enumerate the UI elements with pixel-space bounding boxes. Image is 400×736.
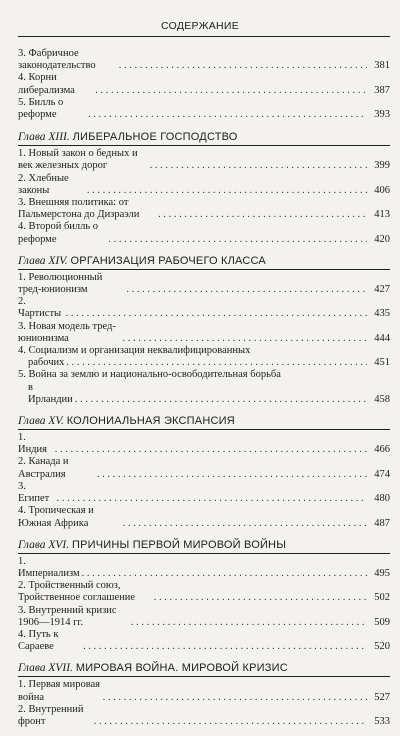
toc-entry <box>18 679 390 703</box>
toc-entry <box>18 629 390 653</box>
toc-entry <box>18 580 390 604</box>
leader-dots <box>97 469 367 481</box>
chapter-label: Глава XVII. <box>18 662 73 675</box>
toc-entry-title: 5. Билль о реформе <box>18 96 64 121</box>
toc-entry-title: 1. Первая мировая война <box>18 679 101 703</box>
toc-entry-title: 3. Египет <box>18 480 50 505</box>
toc-entry-title: 3. Внешняя политика: от Пальмерстона до Дизраэли <box>18 197 140 221</box>
toc-entry-title: 4. Корни либерализма <box>18 72 75 96</box>
toc-entry-page: 420 <box>374 233 390 245</box>
toc-entry-title: 4. Второй билль о реформе <box>18 221 99 245</box>
toc-entry-page: 444 <box>374 332 390 344</box>
chapter-name: ЛИБЕРАЛЬНОЕ ГОСПОДСТВО <box>72 131 238 144</box>
chapter-section <box>18 661 390 728</box>
toc-entry-title: 1. Индия <box>18 432 47 456</box>
chapter-section <box>18 414 390 530</box>
leader-dots <box>126 284 367 296</box>
toc-entry-page: 451 <box>374 357 390 369</box>
toc-entry <box>18 456 390 480</box>
toc-entry <box>18 605 390 629</box>
page-title: СОДЕРЖАНИЕ <box>160 20 240 32</box>
chapter-name: ПРИЧИНЫ ПЕРВОЙ МИРОВОЙ ВОЙНЫ <box>72 538 287 551</box>
leader-dots <box>108 234 367 246</box>
toc-entry-title-cont: в Ирландии <box>28 381 73 405</box>
leader-dots <box>83 641 367 653</box>
toc-entry-page: 393 <box>374 109 390 121</box>
toc-entry-page: 427 <box>374 284 390 296</box>
leader-dots <box>55 444 367 456</box>
toc-entry-page: 399 <box>374 160 390 172</box>
toc-entry <box>18 197 390 221</box>
toc-entry-page: 487 <box>374 517 390 529</box>
toc-entry-title: 4. Социализм и организация неквалифицированных <box>18 345 251 357</box>
chapter-label: Глава XIV. <box>18 254 68 267</box>
toc-entry-title: 5. Война за землю и национально-освободительная борьба <box>18 369 281 381</box>
toc-entry-page: 474 <box>374 468 390 480</box>
toc-entry-title: 3. Новая модель тред-юнионизма <box>18 320 116 344</box>
leader-dots <box>75 394 367 406</box>
toc-entry-page: 406 <box>374 184 390 196</box>
toc-entry-page: 458 <box>374 393 390 405</box>
table-of-contents <box>18 48 390 736</box>
chapter-section <box>18 538 390 654</box>
leader-dots <box>154 592 367 604</box>
toc-entry-page: 495 <box>374 567 390 579</box>
chapter-label: Глава XV. <box>18 415 64 428</box>
toc-entry-page: 413 <box>374 209 390 221</box>
leader-dots <box>66 357 367 369</box>
toc-entry <box>18 321 390 345</box>
toc-entry <box>18 97 390 121</box>
leader-dots <box>94 716 367 728</box>
leader-dots <box>57 493 367 505</box>
toc-entry <box>18 345 390 369</box>
leader-dots <box>95 85 367 97</box>
chapter-heading <box>18 538 390 554</box>
leader-dots <box>66 308 367 320</box>
top-section <box>18 48 390 121</box>
toc-entry-page: 466 <box>374 444 390 456</box>
header-divider <box>18 36 390 37</box>
leader-dots <box>131 617 367 629</box>
chapter-heading <box>18 661 390 677</box>
toc-entry-title: 1. Революционный тред-юнионизм <box>18 271 103 296</box>
leader-dots <box>150 160 367 172</box>
chapter-heading <box>18 130 390 146</box>
toc-entry-page: 381 <box>374 60 390 72</box>
chapter-heading <box>18 414 390 430</box>
toc-entry-title: 1. Империализм <box>18 555 80 579</box>
toc-entry-title: 2. Хлебные законы <box>18 172 69 196</box>
toc-entry <box>18 173 390 197</box>
toc-entry-title: 4. Тропическая и Южная Африка <box>18 505 94 529</box>
leader-dots <box>123 333 367 345</box>
toc-entry <box>18 272 390 296</box>
leader-dots <box>158 209 367 221</box>
toc-entry-page: 520 <box>374 641 390 653</box>
chapter-section <box>18 254 390 406</box>
toc-entry-title: 1. Новый закон о бедных и век железных дорог <box>18 148 138 172</box>
toc-entry-title: 3. Фабричное законодательство <box>18 48 96 72</box>
chapter-section <box>18 130 390 246</box>
chapter-heading <box>18 254 390 270</box>
toc-entry <box>18 296 390 320</box>
toc-entry-page: 480 <box>374 493 390 505</box>
leader-dots <box>82 568 367 580</box>
toc-entry-page: 527 <box>374 691 390 703</box>
toc-entry-title: 3. Внутренний кризис 1906—1914 гг. <box>18 604 117 628</box>
toc-entry-continuation <box>18 382 390 406</box>
chapter-label: Глава XIII. <box>18 131 70 144</box>
toc-entry <box>18 704 390 728</box>
toc-entry-page: 387 <box>374 84 390 96</box>
chapter-name: ОРГАНИЗАЦИЯ РАБОЧЕГО КЛАССА <box>70 254 266 267</box>
toc-entry-page: 509 <box>374 616 390 628</box>
toc-entry <box>18 48 390 72</box>
toc-entry <box>18 148 390 172</box>
chapter-name: КОЛОНИАЛЬНАЯ ЭКСПАНСИЯ <box>66 415 235 428</box>
leader-dots <box>88 109 367 121</box>
toc-entry <box>18 481 390 505</box>
toc-entry-title: 4. Путь к Сараеве <box>18 628 59 653</box>
leader-dots <box>123 518 367 530</box>
toc-entry-page: 502 <box>374 592 390 604</box>
chapter-name: МИРОВАЯ ВОЙНА. МИРОВОЙ КРИЗИС <box>75 662 288 675</box>
toc-entry <box>18 432 390 456</box>
toc-entry-title-cont: рабочих <box>28 357 65 369</box>
toc-entry <box>18 221 390 245</box>
toc-entry-page: 533 <box>374 715 390 727</box>
toc-entry <box>18 369 390 406</box>
leader-dots <box>87 185 367 197</box>
toc-entry-title: 2. Канада и Австралия <box>18 456 69 480</box>
toc-entry-title: 2. Внутренний фронт <box>18 703 84 727</box>
toc-entry <box>18 556 390 580</box>
toc-entry <box>18 72 390 96</box>
chapter-label: Глава XVI. <box>18 538 70 551</box>
toc-entry <box>18 505 390 529</box>
toc-entry-page: 435 <box>374 308 390 320</box>
toc-entry-title: 2. Тройственный союз, Тройственное соглашение <box>18 580 136 604</box>
toc-entry-title: 2. Чартисты <box>18 296 62 320</box>
leader-dots <box>103 692 367 704</box>
toc-entry-continuation <box>18 357 390 369</box>
leader-dots <box>119 60 367 72</box>
